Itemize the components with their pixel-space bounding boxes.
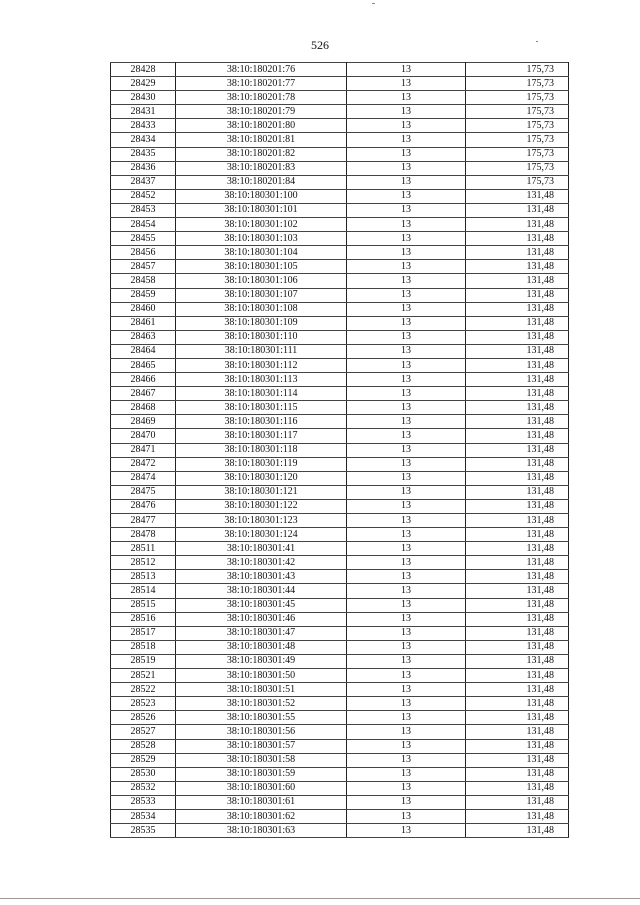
zone-cell: 13 [347,485,466,499]
value-cell: 131,48 [466,795,569,809]
value-cell: 131,48 [466,246,569,260]
zone-cell: 13 [347,457,466,471]
cadastral-number-cell: 38:10:180301:47 [176,626,347,640]
zone-cell: 13 [347,232,466,246]
table-row [111,443,569,457]
row-number-cell: 28518 [111,640,176,654]
value-cell: 131,48 [466,288,569,302]
cadastral-number-cell: 38:10:180201:80 [176,119,347,133]
cadastral-number-cell: 38:10:180301:117 [176,429,347,443]
cadastral-number-cell: 38:10:180301:103 [176,232,347,246]
zone-cell: 13 [347,429,466,443]
cadastral-number-cell: 38:10:180301:50 [176,669,347,683]
table-row [111,485,569,499]
row-number-cell: 28534 [111,809,176,823]
row-number-cell: 28511 [111,542,176,556]
value-cell: 131,48 [466,584,569,598]
cadastral-number-cell: 38:10:180301:120 [176,471,347,485]
row-number-cell: 28535 [111,824,176,838]
table-row [111,499,569,513]
value-cell: 131,48 [466,711,569,725]
cadastral-number-cell: 38:10:180301:108 [176,302,347,316]
zone-cell: 13 [347,274,466,288]
table-row [111,542,569,556]
table-row [111,781,569,795]
table-row [111,218,569,232]
row-number-cell: 28458 [111,274,176,288]
cadastral-number-cell: 38:10:180301:62 [176,809,347,823]
cadastral-number-cell: 38:10:180201:77 [176,77,347,91]
zone-cell: 13 [347,542,466,556]
zone-cell: 13 [347,105,466,119]
value-cell: 131,48 [466,626,569,640]
table-row [111,358,569,372]
zone-cell: 13 [347,584,466,598]
cadastral-number-cell: 38:10:180201:81 [176,133,347,147]
cadastral-number-cell: 38:10:180301:45 [176,598,347,612]
table-body [111,63,569,838]
cadastral-number-cell: 38:10:180301:112 [176,358,347,372]
zone-cell: 13 [347,739,466,753]
row-number-cell: 28463 [111,330,176,344]
table-row [111,767,569,781]
zone-cell: 13 [347,91,466,105]
zone-cell: 13 [347,387,466,401]
row-number-cell: 28437 [111,175,176,189]
value-cell: 131,48 [466,415,569,429]
zone-cell: 13 [347,161,466,175]
value-cell: 131,48 [466,330,569,344]
zone-cell: 13 [347,218,466,232]
cadastral-number-cell: 38:10:180301:109 [176,316,347,330]
zone-cell: 13 [347,514,466,528]
table-row [111,626,569,640]
row-number-cell: 28468 [111,401,176,415]
zone-cell: 13 [347,358,466,372]
row-number-cell: 28430 [111,91,176,105]
table-row [111,669,569,683]
cadastral-number-cell: 38:10:180301:61 [176,795,347,809]
table-row [111,809,569,823]
value-cell: 131,48 [466,654,569,668]
row-number-cell: 28527 [111,725,176,739]
row-number-cell: 28472 [111,457,176,471]
row-number-cell: 28459 [111,288,176,302]
zone-cell: 13 [347,499,466,513]
zone-cell: 13 [347,471,466,485]
cadastral-number-cell: 38:10:180201:83 [176,161,347,175]
cadastral-number-cell: 38:10:180301:58 [176,753,347,767]
cadastral-number-cell: 38:10:180301:114 [176,387,347,401]
zone-cell: 13 [347,824,466,838]
table-row [111,711,569,725]
zone-cell: 13 [347,795,466,809]
cadastral-number-cell: 38:10:180301:111 [176,344,347,358]
zone-cell: 13 [347,626,466,640]
cadastral-number-cell: 38:10:180301:124 [176,528,347,542]
row-number-cell: 28529 [111,753,176,767]
table-row [111,429,569,443]
row-number-cell: 28514 [111,584,176,598]
cadastral-number-cell: 38:10:180301:101 [176,203,347,217]
row-number-cell: 28465 [111,358,176,372]
zone-cell: 13 [347,556,466,570]
row-number-cell: 28478 [111,528,176,542]
table-row [111,387,569,401]
row-number-cell: 28433 [111,119,176,133]
value-cell: 131,48 [466,232,569,246]
table-row [111,795,569,809]
value-cell: 131,48 [466,739,569,753]
row-number-cell: 28532 [111,781,176,795]
zone-cell: 13 [347,767,466,781]
cadastral-number-cell: 38:10:180301:44 [176,584,347,598]
zone-cell: 13 [347,612,466,626]
row-number-cell: 28455 [111,232,176,246]
value-cell: 131,48 [466,401,569,415]
zone-cell: 13 [347,147,466,161]
cadastral-number-cell: 38:10:180201:78 [176,91,347,105]
value-cell: 131,48 [466,809,569,823]
value-cell: 131,48 [466,429,569,443]
table-row [111,457,569,471]
row-number-cell: 28516 [111,612,176,626]
value-cell: 175,73 [466,91,569,105]
zone-cell: 13 [347,316,466,330]
value-cell: 131,48 [466,316,569,330]
zone-cell: 13 [347,246,466,260]
table-row [111,147,569,161]
cadastral-number-cell: 38:10:180301:116 [176,415,347,429]
row-number-cell: 28454 [111,218,176,232]
value-cell: 175,73 [466,77,569,91]
table-row [111,373,569,387]
value-cell: 131,48 [466,612,569,626]
cadastral-number-cell: 38:10:180301:106 [176,274,347,288]
row-number-cell: 28523 [111,697,176,711]
cadastral-number-cell: 38:10:180301:42 [176,556,347,570]
value-cell: 175,73 [466,133,569,147]
row-number-cell: 28466 [111,373,176,387]
row-number-cell: 28526 [111,711,176,725]
row-number-cell: 28469 [111,415,176,429]
cadastral-number-cell: 38:10:180301:52 [176,697,347,711]
value-cell: 175,73 [466,147,569,161]
table-row [111,105,569,119]
value-cell: 131,48 [466,528,569,542]
cadastral-number-cell: 38:10:180301:48 [176,640,347,654]
cadastral-number-cell: 38:10:180301:41 [176,542,347,556]
cadastral-number-cell: 38:10:180301:49 [176,654,347,668]
cadastral-number-cell: 38:10:180301:118 [176,443,347,457]
value-cell: 131,48 [466,570,569,584]
cadastral-number-cell: 38:10:180201:76 [176,63,347,77]
table-row [111,330,569,344]
cadastral-number-cell: 38:10:180301:113 [176,373,347,387]
cadastral-number-cell: 38:10:180201:82 [176,147,347,161]
table-row [111,344,569,358]
cadastral-number-cell: 38:10:180301:122 [176,499,347,513]
table-row [111,77,569,91]
value-cell: 131,48 [466,203,569,217]
row-number-cell: 28434 [111,133,176,147]
table-row [111,697,569,711]
table-row [111,556,569,570]
value-cell: 131,48 [466,358,569,372]
cadastral-number-cell: 38:10:180301:60 [176,781,347,795]
table-row [111,584,569,598]
value-cell: 131,48 [466,443,569,457]
row-number-cell: 28475 [111,485,176,499]
cadastral-number-cell: 38:10:180301:46 [176,612,347,626]
cadastral-number-cell: 38:10:180301:115 [176,401,347,415]
row-number-cell: 28457 [111,260,176,274]
table-row [111,471,569,485]
row-number-cell: 28467 [111,387,176,401]
value-cell: 131,48 [466,824,569,838]
table-row [111,133,569,147]
zone-cell: 13 [347,443,466,457]
table-row [111,570,569,584]
table-row [111,753,569,767]
zone-cell: 13 [347,63,466,77]
value-cell: 131,48 [466,753,569,767]
table-row [111,63,569,77]
table-row [111,161,569,175]
value-cell: 175,73 [466,105,569,119]
zone-cell: 13 [347,344,466,358]
table-row [111,288,569,302]
zone-cell: 13 [347,697,466,711]
table-row [111,91,569,105]
zone-cell: 13 [347,711,466,725]
value-cell: 131,48 [466,387,569,401]
row-number-cell: 28522 [111,683,176,697]
value-cell: 131,48 [466,485,569,499]
cadastral-number-cell: 38:10:180301:43 [176,570,347,584]
zone-cell: 13 [347,260,466,274]
value-cell: 175,73 [466,161,569,175]
zone-cell: 13 [347,654,466,668]
row-number-cell: 28515 [111,598,176,612]
cadastral-number-cell: 38:10:180301:102 [176,218,347,232]
value-cell: 131,48 [466,514,569,528]
row-number-cell: 28461 [111,316,176,330]
zone-cell: 13 [347,401,466,415]
value-cell: 131,48 [466,260,569,274]
cadastral-number-cell: 38:10:180301:121 [176,485,347,499]
table-row [111,260,569,274]
row-number-cell: 28431 [111,105,176,119]
row-number-cell: 28429 [111,77,176,91]
value-cell: 131,48 [466,640,569,654]
value-cell: 131,48 [466,189,569,203]
zone-cell: 13 [347,302,466,316]
value-cell: 175,73 [466,175,569,189]
table-row [111,302,569,316]
zone-cell: 13 [347,189,466,203]
zone-cell: 13 [347,373,466,387]
table-row [111,189,569,203]
value-cell: 131,48 [466,556,569,570]
zone-cell: 13 [347,598,466,612]
value-cell: 175,73 [466,63,569,77]
value-cell: 131,48 [466,471,569,485]
value-cell: 131,48 [466,274,569,288]
table-row [111,612,569,626]
row-number-cell: 28453 [111,203,176,217]
cadastral-number-cell: 38:10:180201:84 [176,175,347,189]
cadastral-number-cell: 38:10:180301:119 [176,457,347,471]
row-number-cell: 28474 [111,471,176,485]
value-cell: 131,48 [466,725,569,739]
table-row [111,274,569,288]
zone-cell: 13 [347,570,466,584]
row-number-cell: 28477 [111,514,176,528]
zone-cell: 13 [347,809,466,823]
zone-cell: 13 [347,725,466,739]
row-number-cell: 28533 [111,795,176,809]
row-number-cell: 28452 [111,189,176,203]
table-row [111,232,569,246]
value-cell: 131,48 [466,344,569,358]
zone-cell: 13 [347,683,466,697]
zone-cell: 13 [347,77,466,91]
row-number-cell: 28517 [111,626,176,640]
row-number-cell: 28435 [111,147,176,161]
cadastral-number-cell: 38:10:180201:79 [176,105,347,119]
row-number-cell: 28513 [111,570,176,584]
value-cell: 131,48 [466,781,569,795]
scan-speck [372,3,375,4]
table-row [111,415,569,429]
value-cell: 131,48 [466,218,569,232]
value-cell: 131,48 [466,499,569,513]
row-number-cell: 28512 [111,556,176,570]
table-row [111,725,569,739]
table-row [111,654,569,668]
zone-cell: 13 [347,133,466,147]
table-row [111,246,569,260]
value-cell: 131,48 [466,767,569,781]
row-number-cell: 28436 [111,161,176,175]
table-row [111,175,569,189]
cadastral-number-cell: 38:10:180301:123 [176,514,347,528]
value-cell: 131,48 [466,697,569,711]
table-row [111,514,569,528]
row-number-cell: 28470 [111,429,176,443]
zone-cell: 13 [347,669,466,683]
value-cell: 131,48 [466,373,569,387]
zone-cell: 13 [347,288,466,302]
zone-cell: 13 [347,330,466,344]
table-row [111,401,569,415]
zone-cell: 13 [347,415,466,429]
cadastral-number-cell: 38:10:180301:51 [176,683,347,697]
row-number-cell: 28476 [111,499,176,513]
cadastral-number-cell: 38:10:180301:59 [176,767,347,781]
table-row [111,528,569,542]
cadastral-number-cell: 38:10:180301:63 [176,824,347,838]
zone-cell: 13 [347,203,466,217]
cadastral-number-cell: 38:10:180301:104 [176,246,347,260]
zone-cell: 13 [347,753,466,767]
scan-edge-line [0,898,640,899]
value-cell: 131,48 [466,669,569,683]
zone-cell: 13 [347,175,466,189]
row-number-cell: 28521 [111,669,176,683]
page-number: 526 [311,38,329,52]
parcel-table [110,62,569,838]
row-number-cell: 28519 [111,654,176,668]
cadastral-number-cell: 38:10:180301:107 [176,288,347,302]
zone-cell: 13 [347,640,466,654]
value-cell: 131,48 [466,457,569,471]
value-cell: 131,48 [466,302,569,316]
table-row [111,824,569,838]
row-number-cell: 28460 [111,302,176,316]
zone-cell: 13 [347,119,466,133]
row-number-cell: 28456 [111,246,176,260]
value-cell: 131,48 [466,598,569,612]
value-cell: 131,48 [466,542,569,556]
table-row [111,640,569,654]
value-cell: 175,73 [466,119,569,133]
row-number-cell: 28528 [111,739,176,753]
cadastral-number-cell: 38:10:180301:57 [176,739,347,753]
row-number-cell: 28464 [111,344,176,358]
row-number-cell: 28530 [111,767,176,781]
cadastral-number-cell: 38:10:180301:100 [176,189,347,203]
table-row [111,316,569,330]
value-cell: 131,48 [466,683,569,697]
cadastral-number-cell: 38:10:180301:55 [176,711,347,725]
cadastral-number-cell: 38:10:180301:105 [176,260,347,274]
zone-cell: 13 [347,781,466,795]
row-number-cell: 28471 [111,443,176,457]
cadastral-number-cell: 38:10:180301:56 [176,725,347,739]
row-number-cell: 28428 [111,63,176,77]
table-row [111,203,569,217]
table-row [111,119,569,133]
table-row [111,739,569,753]
table-row [111,598,569,612]
table-row [111,683,569,697]
cadastral-number-cell: 38:10:180301:110 [176,330,347,344]
zone-cell: 13 [347,528,466,542]
